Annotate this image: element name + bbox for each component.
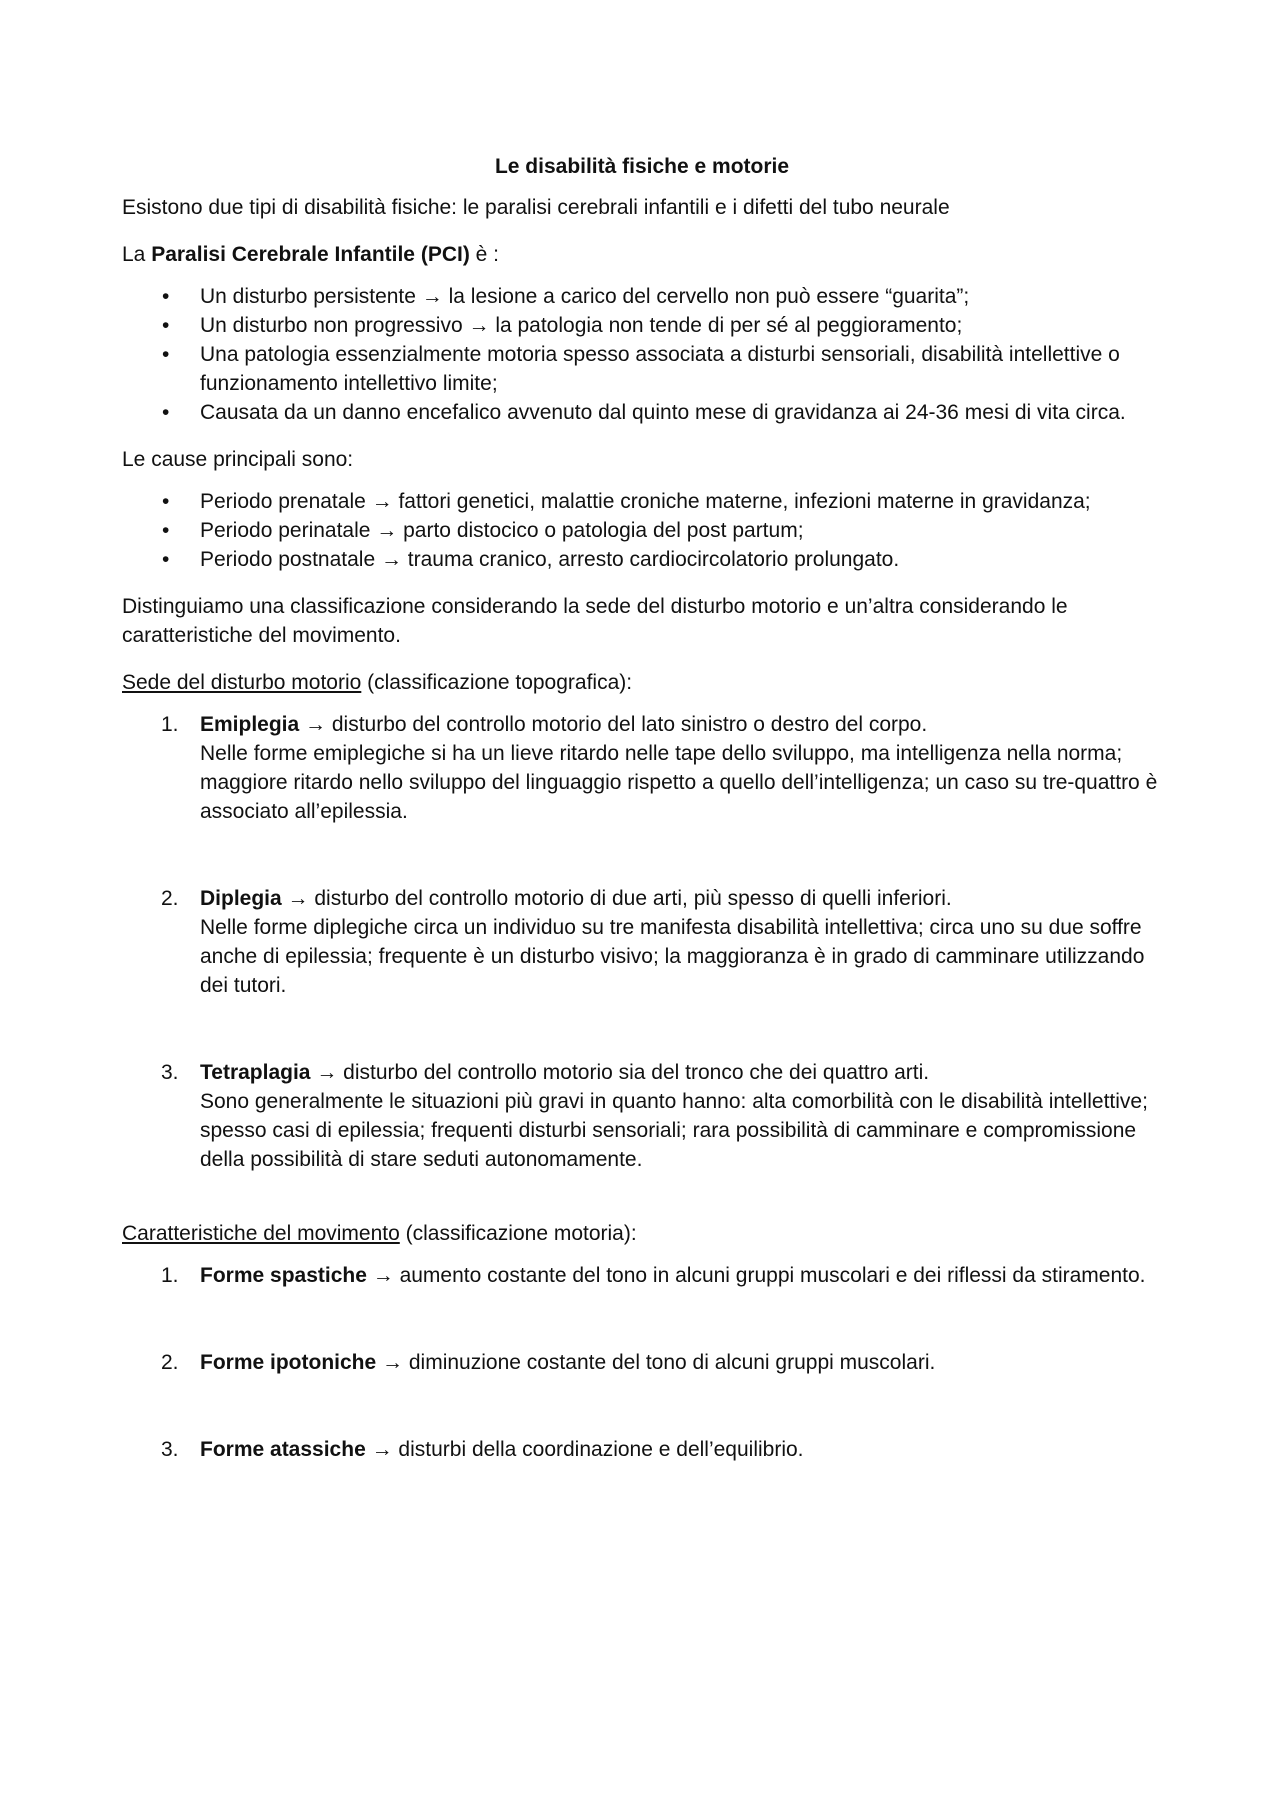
item-arrow-text: → disturbo del controllo motorio del lato sinistro o destro del corpo. [299, 713, 928, 736]
bullet-marker: • [162, 490, 170, 513]
motor-heading [122, 1219, 1162, 1248]
item-number: 1. [161, 713, 179, 736]
item-number: 2. [161, 887, 179, 910]
bullet-text: Periodo prenatale → fattori genetici, malattie croniche materne, infezioni materne in gravidanza; [200, 490, 1091, 513]
item-term: Tetraplagia [200, 1061, 311, 1084]
item-term: Emiplegia [200, 713, 300, 736]
pci-prefix: La [122, 243, 152, 266]
topographic-heading [122, 668, 1162, 697]
bullet-text: Un disturbo persistente → la lesione a carico del cervello non può essere “guarita”; [200, 285, 970, 308]
bullet-text: Un disturbo non progressivo → la patologia non tende di per sé al peggioramento; [200, 314, 963, 337]
bullet-marker: • [162, 548, 170, 571]
item-term: Forme ipotoniche [200, 1351, 377, 1374]
pci-definition-heading [122, 240, 1162, 269]
motor-heading-rest: (classificazione motoria): [399, 1222, 637, 1245]
pci-bullet-list [122, 282, 1162, 427]
item-number: 3. [161, 1061, 179, 1084]
list-item [122, 710, 1162, 826]
list-item [122, 398, 1162, 427]
list-item [122, 282, 1162, 311]
list-item [122, 340, 1162, 398]
item-term: Forme atassiche [200, 1438, 366, 1461]
item-number: 3. [161, 1438, 179, 1461]
item-detail: Nelle forme emiplegiche si ha un lieve ritardo nelle tape dello sviluppo, ma intelligenza nella norma; maggiore ritardo nello sviluppo del linguaggio rispetto a quello dell’intelligenza; un caso su tre-quattro è associato all’epilessia. [200, 742, 1158, 823]
item-number: 1. [161, 1264, 179, 1287]
bullet-marker: • [162, 519, 170, 542]
bullet-text: Periodo postnatale → trauma cranico, arresto cardiocircolatorio prolungato. [200, 548, 900, 571]
item-arrow-text: → disturbi della coordinazione e dell’equilibrio. [365, 1438, 804, 1461]
item-arrow-text: → diminuzione costante del tono di alcuni gruppi muscolari. [376, 1351, 936, 1374]
list-item [122, 1435, 1162, 1464]
topographic-list [122, 710, 1162, 1174]
bullet-marker: • [162, 343, 170, 366]
motor-heading-underlined: Caratteristiche del movimento [122, 1222, 400, 1245]
bullet-marker: • [162, 285, 170, 308]
topographic-heading-underlined: Sede del disturbo motorio [122, 671, 362, 694]
bullet-text: Causata da un danno encefalico avvenuto dal quinto mese di gravidanza ai 24-36 mesi di vita circa. [200, 401, 1126, 424]
pci-term: Paralisi Cerebrale Infantile (PCI) [151, 243, 470, 266]
causes-heading: Le cause principali sono: [122, 448, 354, 471]
item-term: Diplegia [200, 887, 282, 910]
item-detail: Nelle forme diplegiche circa un individuo su tre manifesta disabilità intellettiva; circa uno su due soffre anche di epilessia; frequente è un disturbo visivo; la maggioranza è in grado di camminare utilizzando dei tutori. [200, 916, 1145, 997]
document-title: Le disabilità fisiche e motorie [494, 155, 790, 178]
causes-bullet-list [122, 487, 1162, 574]
list-item [122, 516, 1162, 545]
motor-list [122, 1261, 1162, 1464]
bullet-text: Una patologia essenzialmente motoria spesso associata a disturbi sensoriali, disabilità intellettive o funzionamento intellettivo limite; [200, 343, 1120, 395]
item-term: Forme spastiche [200, 1264, 367, 1287]
item-arrow-text: → aumento costante del tono in alcuni gruppi muscolari e dei riflessi da stiramento. [366, 1264, 1146, 1287]
bullet-text: Periodo perinatale → parto distocico o patologia del post partum; [200, 519, 804, 542]
document-body [122, 152, 1162, 1482]
bullet-marker: • [162, 314, 170, 337]
topographic-heading-rest: (classificazione topografica): [361, 671, 633, 694]
list-item [122, 884, 1162, 1000]
list-item [122, 311, 1162, 340]
list-item [122, 545, 1162, 574]
intro-paragraph: Esistono due tipi di disabilità fisiche: le paralisi cerebrali infantili e i difetti del tubo neurale [122, 196, 950, 219]
list-item [122, 1348, 1162, 1377]
item-number: 2. [161, 1351, 179, 1374]
item-arrow-text: → disturbo del controllo motorio sia del tronco che dei quattro arti. [310, 1061, 930, 1084]
list-item [122, 1058, 1162, 1174]
list-item [122, 1261, 1162, 1290]
item-arrow-text: → disturbo del controllo motorio di due arti, più spesso di quelli inferiori. [281, 887, 952, 910]
pci-suffix: è : [469, 243, 499, 266]
item-detail: Sono generalmente le situazioni più gravi in quanto hanno: alta comorbilità con le disabilità intellettive; spesso casi di epilessia; frequenti disturbi sensoriali; rara possibilità di camminare e compromissione della possibilità di stare seduti autonomamente. [200, 1090, 1148, 1171]
bullet-marker: • [162, 401, 170, 424]
classification-intro: Distinguiamo una classificazione considerando la sede del disturbo motorio e un’altra considerando le caratteristiche del movimento. [122, 595, 1068, 647]
list-item [122, 487, 1162, 516]
